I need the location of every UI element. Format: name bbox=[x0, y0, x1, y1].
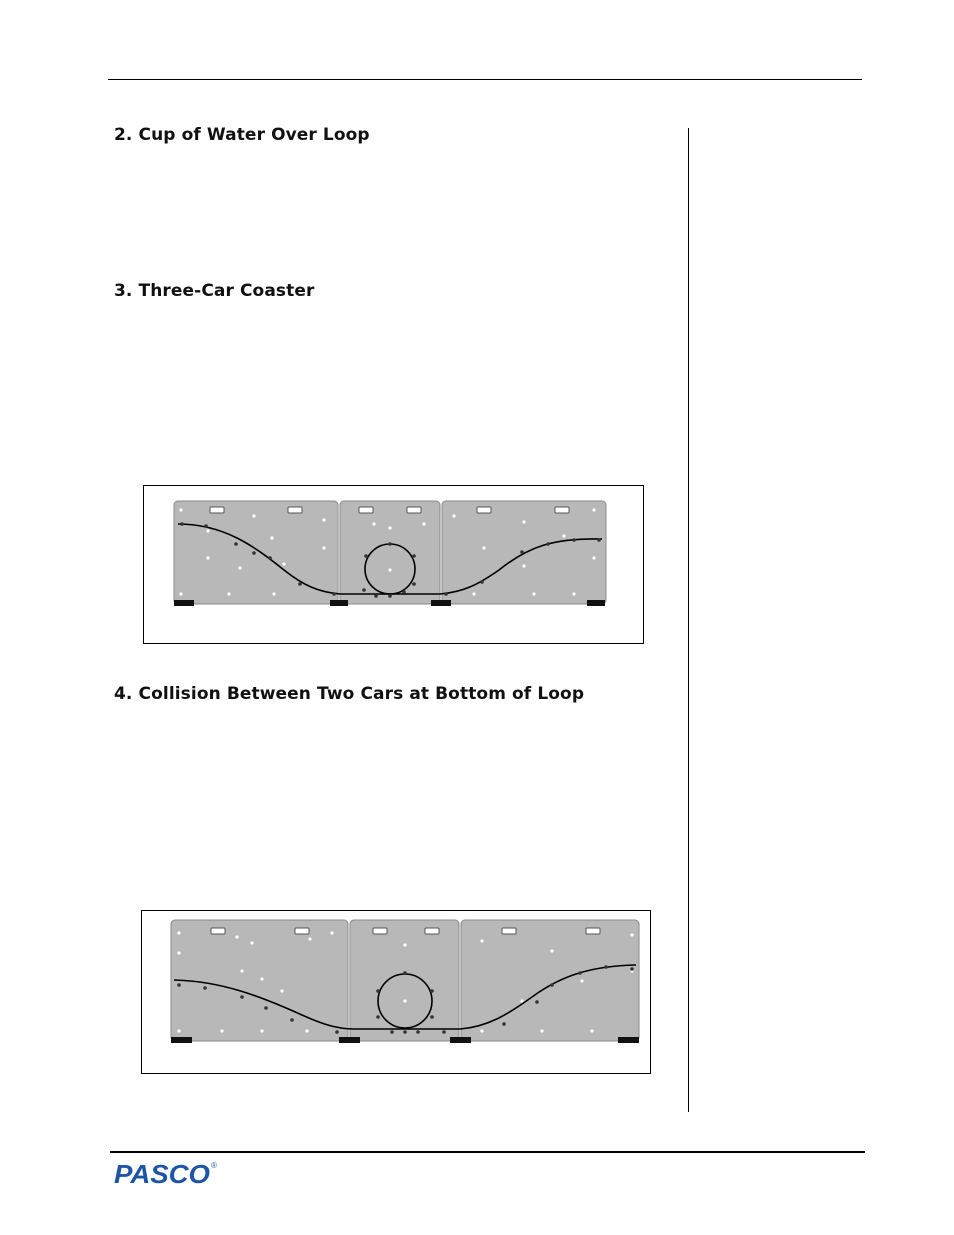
logo-text: PASCO bbox=[114, 1159, 210, 1189]
section-heading-4 bbox=[114, 684, 584, 704]
section-title: Cup of Water Over Loop bbox=[138, 125, 370, 145]
section-title: Collision Between Two Cars at Bottom of Loop bbox=[138, 684, 585, 704]
track-diagram-image bbox=[142, 911, 650, 1073]
section-number: 4. bbox=[114, 684, 133, 704]
margin-divider bbox=[688, 128, 689, 1112]
section-heading-3 bbox=[114, 281, 314, 301]
section-heading-2 bbox=[114, 125, 370, 145]
header-rule bbox=[108, 79, 862, 80]
pasco-logo-icon bbox=[112, 1159, 222, 1189]
pasco-logo bbox=[112, 1159, 222, 1193]
track-diagram-2 bbox=[141, 910, 651, 1074]
section-title: Three-Car Coaster bbox=[138, 281, 315, 301]
track-diagram-1 bbox=[143, 485, 644, 644]
track-diagram-image bbox=[144, 486, 643, 643]
section-number: 2. bbox=[114, 125, 133, 145]
footer-rule bbox=[110, 1151, 865, 1153]
section-number: 3. bbox=[114, 281, 133, 301]
registered-mark: ® bbox=[211, 1161, 217, 1170]
